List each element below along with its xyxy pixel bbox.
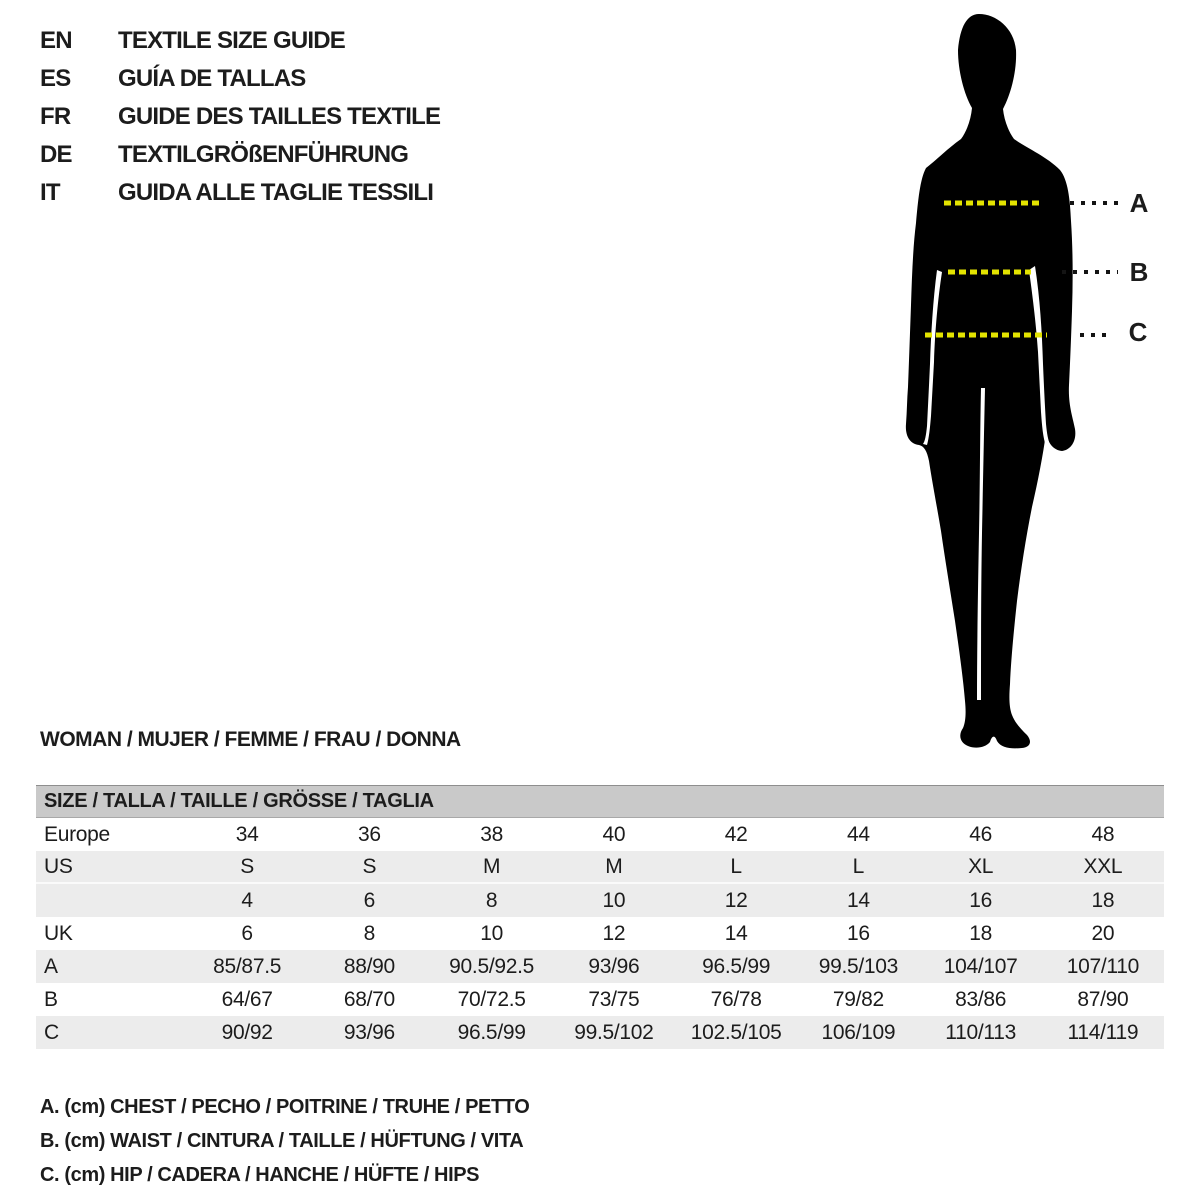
size-cell: 99.5/103 xyxy=(818,954,899,978)
table-row-waist-b xyxy=(36,983,1164,1016)
legend-line-hip: C. (cm) HIP / CADERA / HANCHE / HÜFTE / HIPS xyxy=(40,1164,480,1186)
language-legend xyxy=(40,22,440,212)
woman-silhouette-icon xyxy=(880,8,1180,753)
lang-label: GUIDE DES TAILLES TEXTILE xyxy=(118,103,441,130)
size-cell: 99.5/102 xyxy=(574,1020,654,1044)
size-cell: 93/96 xyxy=(343,1020,395,1044)
size-cell: 48 xyxy=(1091,822,1115,846)
lang-row-en xyxy=(40,22,440,60)
size-cell: 93/96 xyxy=(588,954,640,978)
row-label: A xyxy=(44,954,58,978)
lang-code: EN xyxy=(40,27,72,54)
size-cell: S xyxy=(240,854,254,878)
size-cell: XXL xyxy=(1083,854,1123,878)
size-cell: 10 xyxy=(480,921,503,945)
size-cell: 8 xyxy=(485,888,498,912)
lang-code: ES xyxy=(40,65,71,92)
size-cell: 6 xyxy=(241,921,253,945)
size-cell: 96.5/99 xyxy=(457,1020,526,1044)
legend-line-waist: B. (cm) WAIST / CINTURA / TAILLE / HÜFTUNG / VITA xyxy=(40,1130,524,1152)
lang-row-es xyxy=(40,60,440,98)
size-cell: XL xyxy=(968,854,994,878)
lang-label: TEXTILGRÖßENFÜHRUNG xyxy=(118,141,409,168)
row-label: UK xyxy=(44,921,73,945)
size-cell: 96.5/99 xyxy=(702,954,771,978)
size-cell: L xyxy=(852,854,865,878)
table-row-us xyxy=(36,851,1164,884)
size-cell: 73/75 xyxy=(588,987,640,1011)
size-cell: 79/82 xyxy=(832,987,884,1011)
size-cell: 14 xyxy=(846,888,870,912)
legend-line-chest: A. (cm) CHEST / PECHO / POITRINE / TRUHE / PETTO xyxy=(40,1096,530,1118)
lang-code: FR xyxy=(40,103,71,130)
row-label: US xyxy=(44,854,73,878)
size-cell: 102.5/105 xyxy=(690,1020,782,1044)
size-cell: 40 xyxy=(602,822,626,846)
size-cell: 64/67 xyxy=(221,987,273,1011)
size-cell: M xyxy=(605,854,623,878)
size-cell: 34 xyxy=(235,822,259,846)
table-row-chest-a xyxy=(36,950,1164,983)
marker-letter-a: A xyxy=(1129,188,1149,218)
table-row-europe xyxy=(36,818,1164,851)
size-cell: 18 xyxy=(1091,888,1115,912)
size-cell: 106/109 xyxy=(821,1020,896,1044)
lang-label: GUIDA ALLE TAGLIE TESSILI xyxy=(118,179,434,206)
size-cell: 83/86 xyxy=(955,987,1007,1011)
measurement-legend xyxy=(40,1090,529,1192)
size-cell: 38 xyxy=(480,822,503,846)
size-cell: 36 xyxy=(357,822,381,846)
table-row-uk xyxy=(36,917,1164,950)
lang-code: IT xyxy=(40,179,60,206)
lang-label: TEXTILE SIZE GUIDE xyxy=(118,27,345,54)
table-row-hip-c xyxy=(36,1016,1164,1049)
lang-code: DE xyxy=(40,141,72,168)
marker-letter-c: C xyxy=(1128,317,1148,347)
size-cell: 70/72.5 xyxy=(457,987,526,1011)
size-table xyxy=(36,785,1164,1049)
size-cell: 44 xyxy=(846,822,870,846)
size-cell: 12 xyxy=(724,888,748,912)
size-cell: M xyxy=(483,854,501,878)
lang-row-fr xyxy=(40,98,440,136)
size-cell: 10 xyxy=(602,888,626,912)
size-cell: 46 xyxy=(969,822,992,846)
size-cell: 104/107 xyxy=(943,954,1018,978)
lang-row-de xyxy=(40,136,440,174)
lang-label: GUÍA DE TALLAS xyxy=(118,65,306,92)
size-cell: 76/78 xyxy=(710,987,762,1011)
size-cell: 85/87.5 xyxy=(213,954,282,978)
marker-letter-b: B xyxy=(1129,257,1149,287)
row-label: Europe xyxy=(44,822,110,846)
size-cell: 16 xyxy=(969,888,992,912)
row-label: C xyxy=(44,1020,59,1044)
size-cell: 6 xyxy=(363,888,376,912)
size-cell: 107/110 xyxy=(1066,954,1139,978)
row-label: B xyxy=(44,987,58,1011)
size-cell: 87/90 xyxy=(1077,987,1129,1011)
size-cell: 110/113 xyxy=(945,1020,1016,1044)
size-cell: 8 xyxy=(363,921,376,945)
table-row-us-numeric xyxy=(36,884,1164,917)
size-cell: 4 xyxy=(241,888,253,912)
section-title: WOMAN / MUJER / FEMME / FRAU / DONNA xyxy=(40,728,461,751)
lang-row-it xyxy=(40,174,440,212)
size-cell: 14 xyxy=(724,921,748,945)
size-cell: 88/90 xyxy=(343,954,395,978)
size-table-header: SIZE / TALLA / TAILLE / GRÖSSE / TAGLIA xyxy=(36,785,1164,818)
size-cell: 20 xyxy=(1091,921,1115,945)
size-cell: L xyxy=(730,854,742,878)
size-cell: 114/119 xyxy=(1067,1020,1139,1044)
measurement-figure xyxy=(880,8,1180,753)
size-cell: S xyxy=(362,854,377,878)
size-cell: 68/70 xyxy=(343,987,395,1011)
size-cell: 42 xyxy=(724,822,748,846)
size-cell: 90.5/92.5 xyxy=(449,954,535,978)
size-cell: 90/92 xyxy=(221,1020,273,1044)
size-cell: 12 xyxy=(602,921,626,945)
size-cell: 16 xyxy=(846,921,870,945)
size-cell: 18 xyxy=(969,921,992,945)
